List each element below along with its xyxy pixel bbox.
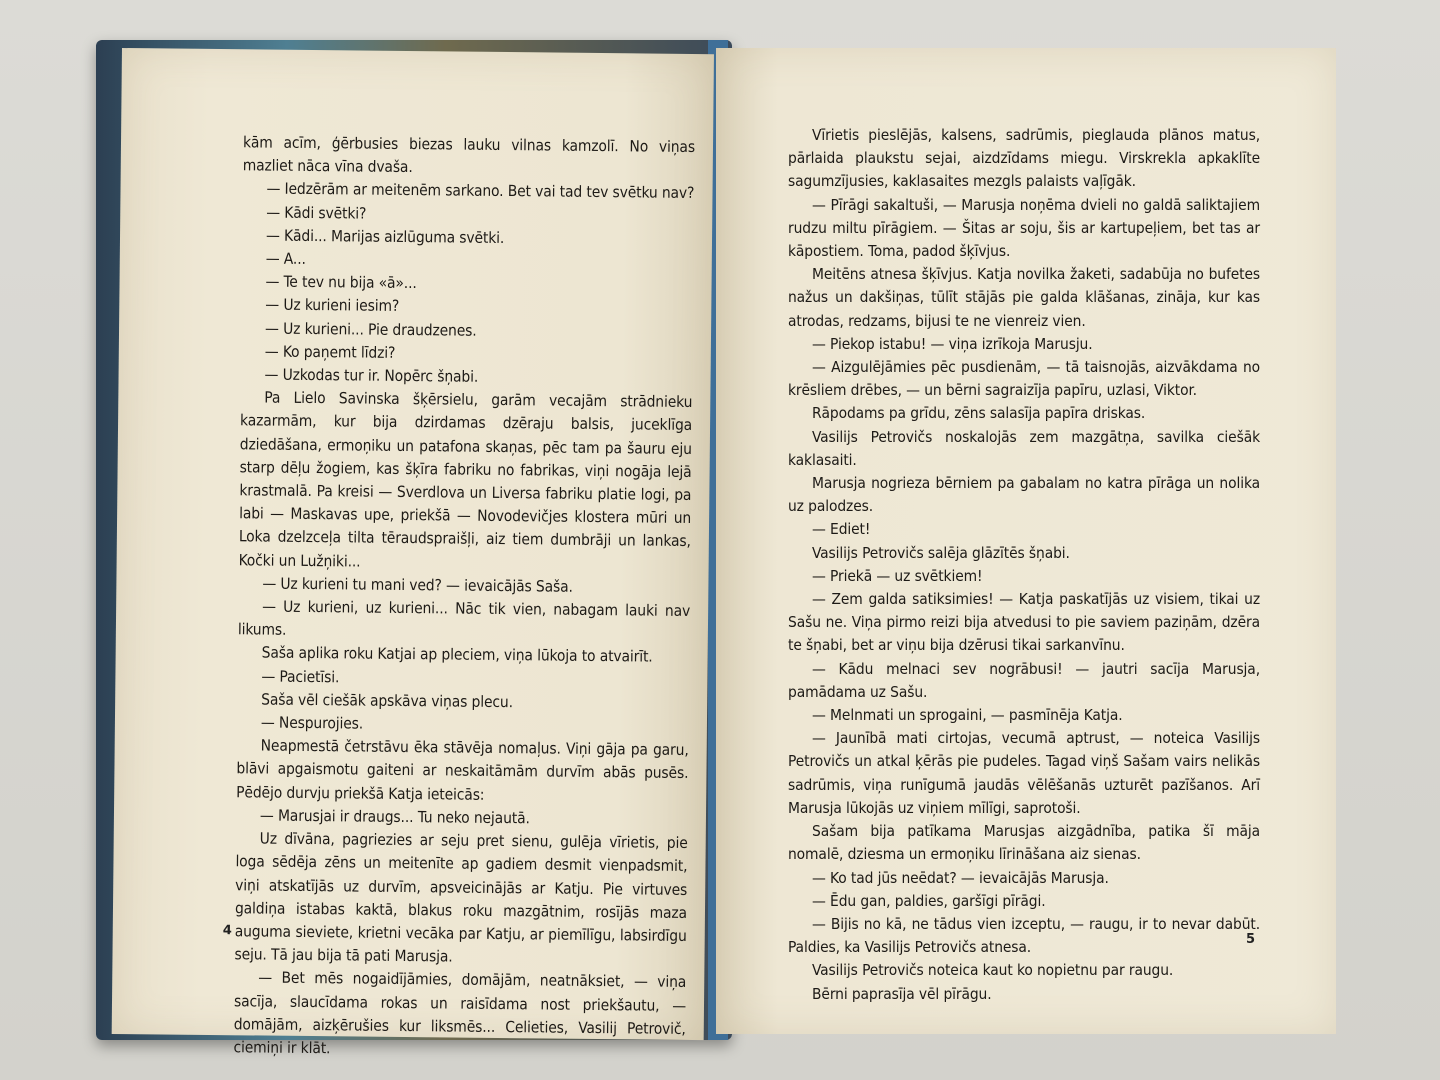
paragraph: — Ediet! [812, 520, 871, 539]
paragraph: — Bijis no kā, ne tādus vien izceptu, — raugu, ir to nevar dabūt. Paldies, ka Vasilijs Petrovičs atnesa. [788, 914, 1260, 957]
paragraph: — Uz kurieni tu mani ved? — ievaicājās Saša. [262, 574, 573, 596]
paragraph: — Ko tad jūs neēdat? — ievaicājās Marusja. [812, 868, 1109, 887]
left-page [112, 48, 714, 1058]
paragraph: Bērni paprasīja vēl pīrāgu. [812, 984, 992, 1003]
paragraph: — Ēdu gan, paldies, garšīgi pīrāgi. [812, 891, 1046, 910]
right-page-text [788, 124, 1260, 1006]
paragraph: — Iedzērām ar meitenēm sarkano. Bet vai tad tev svētku nav? [266, 179, 695, 203]
paragraph: Vasilijs Petrovičs noteica kaut ko nopietnu par raugu. [812, 961, 1174, 980]
paragraph: — Pacietīsi. [261, 667, 340, 686]
right-page-number: 5 [1246, 932, 1256, 947]
paragraph: kām acīm, ģērbusies biezas lauku vilnas kamzolī. No viņas mazliet nāca vīna dvaša. [242, 133, 696, 177]
paragraph: Marusja nogrieza bērniem pa gabalam no katra pīrāga un nolika uz palodzes. [788, 474, 1260, 516]
paragraph: Sašam bija patīkama Marusjas aizgādnība, patika šī māja nomalē, dziesma un ermoņiku līrināšana aiz sienas. [788, 822, 1260, 864]
paragraph: — Kādi... Marijas aizlūguma svētki. [265, 226, 505, 247]
paragraph: — Nespurojies. [260, 713, 364, 733]
paragraph: — Pīrāgi sakaltuši, — Marusja noņēma dvieli no galdā saliktajiem rudzu miltu pīrāgiem. — Šitas ar soju, šis ar kartupeļiem, bet tas ar kāpostiem. Toma, padod šķīvjus. [788, 195, 1260, 261]
paragraph: — A... [265, 249, 306, 268]
paragraph: Saša aplika roku Katjai ap pleciem, viņa lūkoja to atvairīt. [261, 643, 653, 667]
left-page-number: 4 [222, 923, 232, 939]
paragraph: — Ko paņemt līdzi? [264, 342, 396, 362]
paragraph: — Uz kurieni iesim? [265, 295, 400, 316]
paragraph: — Marusjai ir draugs... Tu neko nejautā. [259, 806, 530, 828]
paragraph: — Jaunībā mati cirtojas, vecumā aptrust, — noteica Vasilijs Petrovičs un atkal ķērās pie pudeles. Tagad viņš Sašam vairs nelikās sadrūmis, viņa runīgumā jaudās vēlēšanās uzturēt pazīšanos. Arī Marusja lūkojās uz viņiem mīlīgi, saprotoši. [788, 729, 1260, 817]
left-page-text [233, 131, 695, 1064]
paragraph: Pa Lielo Savinska šķērsielu, garām vecajām strādnieku kazarmām, kur bija dzirdamas dzēraju balsis, juceklīga dziedāšana, ermoņiku un patafona skaņas, pēc tam pa šauru eju starp dēļu žogiem, kas šķīra fabriku no fabrikas, viņi nogāja lejā krastmalā. Pa kreisi — Sverdlova un Liversa fabriku platie logi, pa labi — Maskavas upe, priekšā — Novodevičjes klostera mūri un Loka dzelzceļa tilta tēraudspraišļi, aiz tiem dumbrāji un lankas, Kočki un Lužņiki... [238, 388, 693, 571]
paragraph: Saša vēl ciešāk apskāva viņas plecu. [261, 690, 514, 712]
paragraph: — Te tev nu bija «ā»... [265, 272, 417, 293]
paragraph: — Priekā — uz svētkiem! [812, 566, 983, 585]
paragraph: — Aizgulējāmies pēc pusdienām, — tā taisnojās, aizvākdama no krēsliem drēbes, — un bērni sagraizīja papīru, uzlasi, Viktor. [788, 358, 1260, 400]
paragraph: Rāpodams pa grīdu, zēns salasīja papīra driskas. [812, 404, 1146, 423]
paragraph: — Bet mēs nogaidījāmies, domājām, neatnāksiet, — viņa sacīja, slaucīdama rokas un raisīdama nost priekšautu, — domājām, aizķērušies kur liksmēs... Celieties, Vasilij Petrovič, ciemiņi ir klāt. [233, 968, 687, 1058]
paragraph: Vasilijs Petrovičs noskalojās zem mazgātņa, savilka ciešāk kaklasaiti. [788, 427, 1260, 469]
paragraph: Vasilijs Petrovičs salēja glāzītēs šņabi. [812, 543, 1070, 562]
paragraph: — Melnmati un sprogaini, — pasmīnēja Katja. [812, 706, 1123, 725]
paragraph: — Uz kurieni... Pie draudzenes. [264, 319, 477, 340]
paragraph: Vīrietis pieslējās, kalsens, sadrūmis, pieglauda plānos matus, pārlaida plaukstu sejai, aizdzīdams miegu. Virskrekla apkaklīte sagumzījusies, kaklasaites mezgls palaists vaļīgāk. [788, 126, 1260, 191]
paragraph: Meitēns atnesa šķīvjus. Katja novilka žaketi, sadabūja no bufetes nažus un dakšiņas, tūlīt stājās pie galda klāšanas, zināja, kur kas atrodas, redzams, bijusi te ne vienreiz vien. [788, 265, 1260, 330]
paragraph: Uz dīvāna, pagriezies ar seju pret sienu, gulēja vīrietis, pie loga sēdēja zēns un meitenīte ap gadiem desmit vienpadsmit, viņi atskatījās uz durvīm, apsveicinājās ar Katju. Pie virtuves galdiņa istabas kaktā, blakus roku mazgātnim, rosījās maza auguma sieviete, krietni vecāka par Katju, ar piemīlīgu, labsirdīgu seju. Tā jau bija tā pati Marusja. [234, 829, 688, 966]
paragraph: — Zem galda satiksimies! — Katja paskatījās uz visiem, tikai uz Sašu ne. Viņa pirmo reizi bija atvedusi to pie saviem paziņām, dzēra te šņabi, bet ar viņu bija dzērusi tikai sarkanvīnu. [788, 590, 1260, 655]
paragraph: Neapmestā četrstāvu ēka stāvēja nomaļus. Viņi gāja pa garu, blāvi apgaismotu gaiteni ar neskaitāmām durvīm abās pusēs. Pēdējo durvju priekšā Katja ieteicās: [236, 736, 689, 804]
paragraph: — Piekop istabu! — viņa izrīkoja Marusju. [812, 334, 1093, 353]
paragraph: — Uz kurieni, uz kurieni... Nāc tik vien, nabagam lauki nav likums. [237, 597, 691, 640]
paragraph: — Uzkodas tur ir. Nopērc šņabi. [264, 365, 479, 386]
paragraph: — Kādi svētki? [266, 203, 367, 223]
right-page [716, 48, 1336, 1034]
paragraph: — Kādu melnaci sev nogrābusi! — jautri sacīja Marusja, pamādama uz Sašu. [788, 659, 1260, 701]
